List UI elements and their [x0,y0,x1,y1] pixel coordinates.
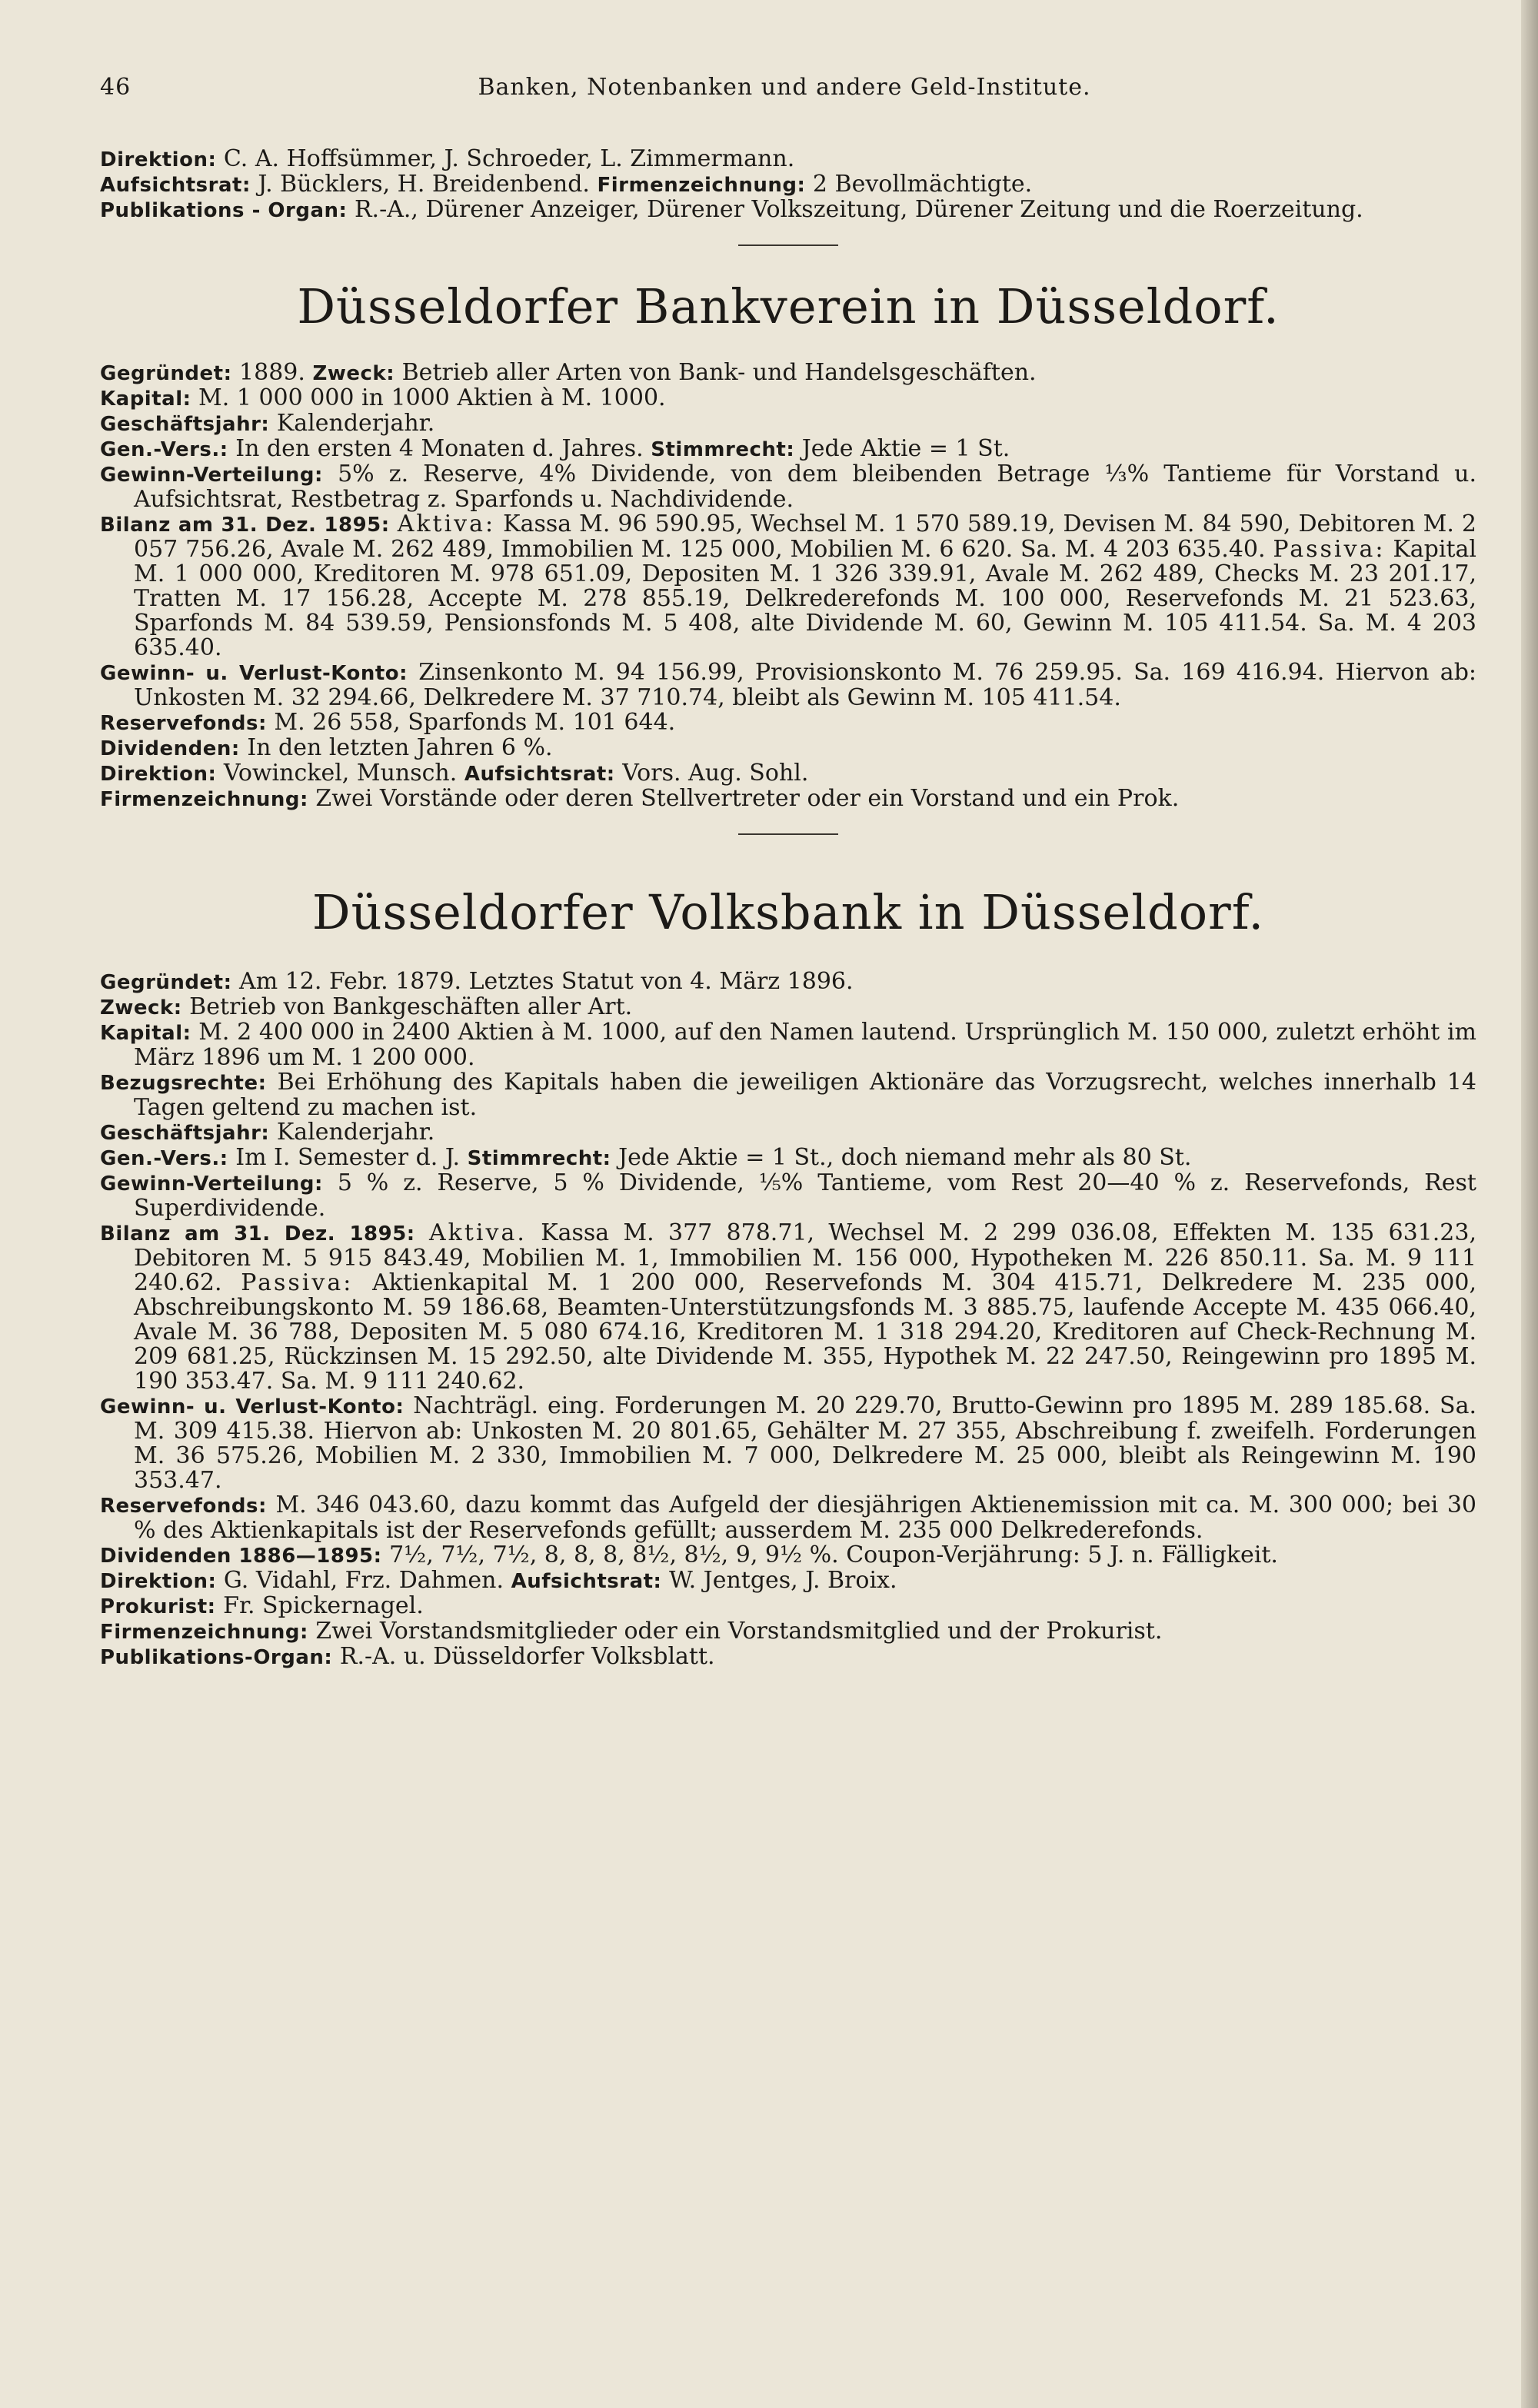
entry-publikation [100,1645,1476,1670]
label: Direktion: [100,763,217,786]
label: Prokurist: [100,1595,216,1618]
entry-kapital [100,386,1476,411]
value: M. 26 558, Sparfonds M. 101 644. [274,709,676,736]
entry-prokurist [100,1594,1476,1619]
passiva-label: Passiva: [241,1269,354,1296]
label: Direktion: [100,148,217,171]
value: Nachträgl. eing. Forderungen M. 20 229.70, Brutto-Gewinn pro 1895 M. 289 185.68. Sa. M. 309 415.38. Hiervon ab: Unkosten M. 20 801.65, Gehälter M. 27 355, Abschreibung f. zweifelh. Forderungen M. 36 575.26, Mobilien M. 2 330, Immobilien M. 7 000, Delkredere M. 25 000, bleibt als Reingewinn M. 190 353.47. [134,1392,1476,1494]
aktiva-value: Kassa M. 96 590.95, Wechsel M. 1 570 589.19, Devisen M. 84 590, Debitoren M. 2 057 756.26, Avale M. 262 489, Immobilien M. 125 000, Mobilien M. 6 620. Sa. M. 4 203 635.40. [134,511,1477,563]
value: C. A. Hoffsümmer, J. Schroeder, L. Zimmermann. [223,145,795,172]
entry-direktion [100,761,1476,787]
label: Dividenden: [100,737,240,760]
label: Publikations - Organ: [100,199,348,222]
value: M. 1 000 000 in 1000 Aktien à M. 1000. [198,384,666,411]
value: Im I. Semester d. J. [235,1144,461,1171]
value: Am 12. Febr. 1879. Letztes Statut von 4. März 1896. [239,968,854,995]
entry-gegruendet [100,361,1476,386]
entry-bilanz [100,512,1476,660]
value: 5% z. Reserve, 4% Dividende, von dem bleibenden Betrage ⅓% Tantieme für Vorstand u. Aufsichtsrat, Restbetrag z. Sparfonds u. Nachdividende. [134,461,1476,513]
label: Dividenden 1886—1895: [100,1545,382,1568]
label: Direktion: [100,1570,217,1593]
label: Gewinn- u. Verlust-Konto: [100,662,408,685]
label: Gegründet: [100,971,232,994]
label: Bezugsrechte: [100,1072,267,1095]
label: Kapital: [100,1022,191,1045]
entry-guv [100,1394,1476,1493]
label: Gewinn-Verteilung: [100,464,323,487]
label: Gegründet: [100,362,232,385]
entry-direktion-top [100,147,1476,172]
aktiva-label: Aktiva: [397,511,496,537]
value: W. Jentges, J. Broix. [669,1567,897,1594]
label: Aufsichtsrat: [100,174,251,197]
label: Gewinn-Verteilung: [100,1172,323,1196]
entry-bilanz [100,1221,1476,1394]
value: 7½, 7½, 7½, 8, 8, 8, 8½, 8½, 9, 9½ %. Coupon-Verjährung: 5 J. n. Fälligkeit. [389,1542,1278,1568]
entry-dividenden [100,1543,1476,1568]
value: Vowinckel, Munsch. [223,760,458,787]
label: Firmenzeichnung: [100,1621,308,1644]
label: Bilanz am 31. Dez. 1895: [100,1222,415,1246]
value: Betrieb aller Arten von Bank- und Handelsgeschäften. [401,359,1037,386]
label: Stimmrecht: [651,438,795,461]
value: J. Bücklers, H. Breidenbend. [258,171,590,198]
label: Geschäftsjahr: [100,1122,270,1145]
value: 5 % z. Reserve, 5 % Dividende, ⅕% Tantieme, vom Rest 20—40 % z. Reservefonds, Rest Superdividende. [134,1169,1476,1222]
entry-genvers [100,437,1476,462]
passiva-value: Aktienkapital M. 1 200 000, Reservefonds M. 304 415.71, Delkredere M. 235 000, Abschreibungskonto M. 59 186.68, Beamten-Unterstützungsfonds M. 3 885.75, laufende Accepte M. 435 066.40, Avale M. 36 788, Depositen M. 5 080 674.16, Kreditoren M. 1 318 294.20, Kreditoren auf Check-Rechnung M. 209 681.25, Rückzinsen M. 15 292.50, alte Dividende M. 355, Hypothek M. 22 247.50, Reingewinn pro 1895 M. 190 353.47. Sa. M. 9 111 240.62. [134,1269,1476,1395]
value: 1889. [239,359,305,386]
value: Kalenderjahr. [276,410,435,437]
entry-geschaeftsjahr [100,1120,1476,1146]
label: Firmenzeichnung: [597,174,806,197]
label: Gen.-Vers.: [100,1147,228,1170]
value: M. 2 400 000 in 2400 Aktien à M. 1000, auf den Namen lautend. Ursprünglich M. 150 000, zuletzt erhöht im März 1896 um M. 1 200 000. [134,1019,1476,1071]
value: G. Vidahl, Frz. Dahmen. [223,1567,504,1594]
entry-genvers [100,1146,1476,1171]
label: Gen.-Vers.: [100,438,228,461]
value: Bei Erhöhung des Kapitals haben die jeweiligen Aktionäre das Vorzugsrecht, welches innerhalb 14 Tagen geltend zu machen ist. [134,1069,1476,1121]
value: R.-A., Dürener Anzeiger, Dürener Volkszeitung, Dürener Zeitung und die Roerzeitung. [354,196,1363,223]
value: 2 Bevollmächtigte. [812,171,1033,198]
entry-aufsichtsrat-top [100,172,1476,198]
entry-gegruendet [100,970,1476,995]
aktiva-label: Aktiva. [429,1219,527,1246]
label: Gewinn- u. Verlust-Konto: [100,1395,404,1419]
label: Reservefonds: [100,712,267,735]
value: Zwei Vorstandsmitglieder oder ein Vorstandsmitglied und der Prokurist. [315,1618,1163,1645]
aktiva-value: Kassa M. 377 878.71, Wechsel M. 2 299 036.08, Effekten M. 135 631.23, Debitoren M. 5 915 843.49, Mobilien M. 1, Immobilien M. 156 000, Hypotheken M. 226 850.11. Sa. M. 9 111 240.62. [134,1219,1477,1296]
value: Betrieb von Bankgeschäften aller Art. [189,993,633,1020]
value: Zinsenkonto M. 94 156.99, Provisionskonto M. 76 259.95. Sa. 169 416.94. Hiervon ab: Unkosten M. 32 294.66, Delkredere M. 37 710.74, bleibt als Gewinn M. 105 411.54. [134,659,1476,711]
label: Firmenzeichnung: [100,788,308,811]
running-title: Banken, Notenbanken und andere Geld-Institute. [478,74,1091,101]
label: Zweck: [100,996,182,1019]
page-number: 46 [100,74,131,101]
label: Aufsichtsrat: [511,1570,662,1593]
entry-bezugsrechte [100,1070,1476,1120]
value: Vors. Aug. Sohl. [622,760,809,787]
value: In den letzten Jahren 6 %. [247,734,553,761]
section-divider [738,833,838,835]
label: Stimmrecht: [467,1147,611,1170]
running-head [100,74,1476,101]
entry-publikation-top [100,198,1476,223]
label: Geschäftsjahr: [100,413,270,436]
value: Zwei Vorstände oder deren Stellvertreter oder ein Vorstand und ein Prok. [315,785,1180,812]
entry-firmenzeichnung [100,787,1476,812]
value: Fr. Spickernagel. [223,1592,424,1619]
value: Jede Aktie = 1 St., doch niemand mehr als 80 St. [618,1144,1192,1171]
entry-kapital [100,1020,1476,1070]
entry-gewinnverteilung [100,1171,1476,1221]
value: In den ersten 4 Monaten d. Jahres. [235,435,644,462]
label: Bilanz am 31. Dez. 1895: [100,514,390,537]
value: Kalenderjahr. [276,1119,435,1146]
value: Jede Aktie = 1 St. [801,435,1010,462]
entry-dividenden [100,736,1476,761]
label: Reservefonds: [100,1495,267,1518]
entry-guv [100,660,1476,710]
page-edge [1521,0,1538,2408]
entry-reservefonds [100,1493,1476,1543]
entry-geschaeftsjahr [100,411,1476,437]
label: Aufsichtsrat: [464,763,615,786]
bank-title-duesseldorfer-volksbank: Düsseldorfer Volksbank in Düsseldorf. [311,884,1265,940]
entry-reservefonds [100,710,1476,736]
bank-title-duesseldorfer-bankverein: Düsseldorfer Bankverein in Düsseldorf. [297,278,1280,334]
label: Kapital: [100,387,191,411]
entry-firmenzeichnung [100,1619,1476,1645]
entry-direktion [100,1568,1476,1594]
section-divider [738,244,838,246]
label: Zweck: [312,362,395,385]
value: R.-A. u. Düsseldorfer Volksblatt. [339,1643,715,1670]
value: M. 346 043.60, dazu kommt das Aufgeld der diesjährigen Aktienemission mit ca. M. 300 000; bei 30 % des Aktienkapitals ist der Reservefonds gefüllt; ausserdem M. 235 000 Delkrederefonds. [134,1492,1476,1544]
passiva-value: Kapital M. 1 000 000, Kreditoren M. 978 651.09, Depositen M. 1 326 339.91, Avale M. 262 489, Checks M. 23 201.17, Tratten M. 17 156.28, Accepte M. 278 855.19, Delkrederefonds M. 100 000, Reservefonds M. 21 523.63, Sparfonds M. 84 539.59, Pensionsfonds M. 5 408, alte Dividende M. 60, Gewinn M. 105 411.54. Sa. M. 4 203 635.40. [134,536,1476,661]
passiva-label: Passiva: [1273,536,1386,563]
entry-zweck [100,995,1476,1020]
entry-gewinnverteilung [100,462,1476,512]
label: Publikations-Organ: [100,1646,333,1669]
